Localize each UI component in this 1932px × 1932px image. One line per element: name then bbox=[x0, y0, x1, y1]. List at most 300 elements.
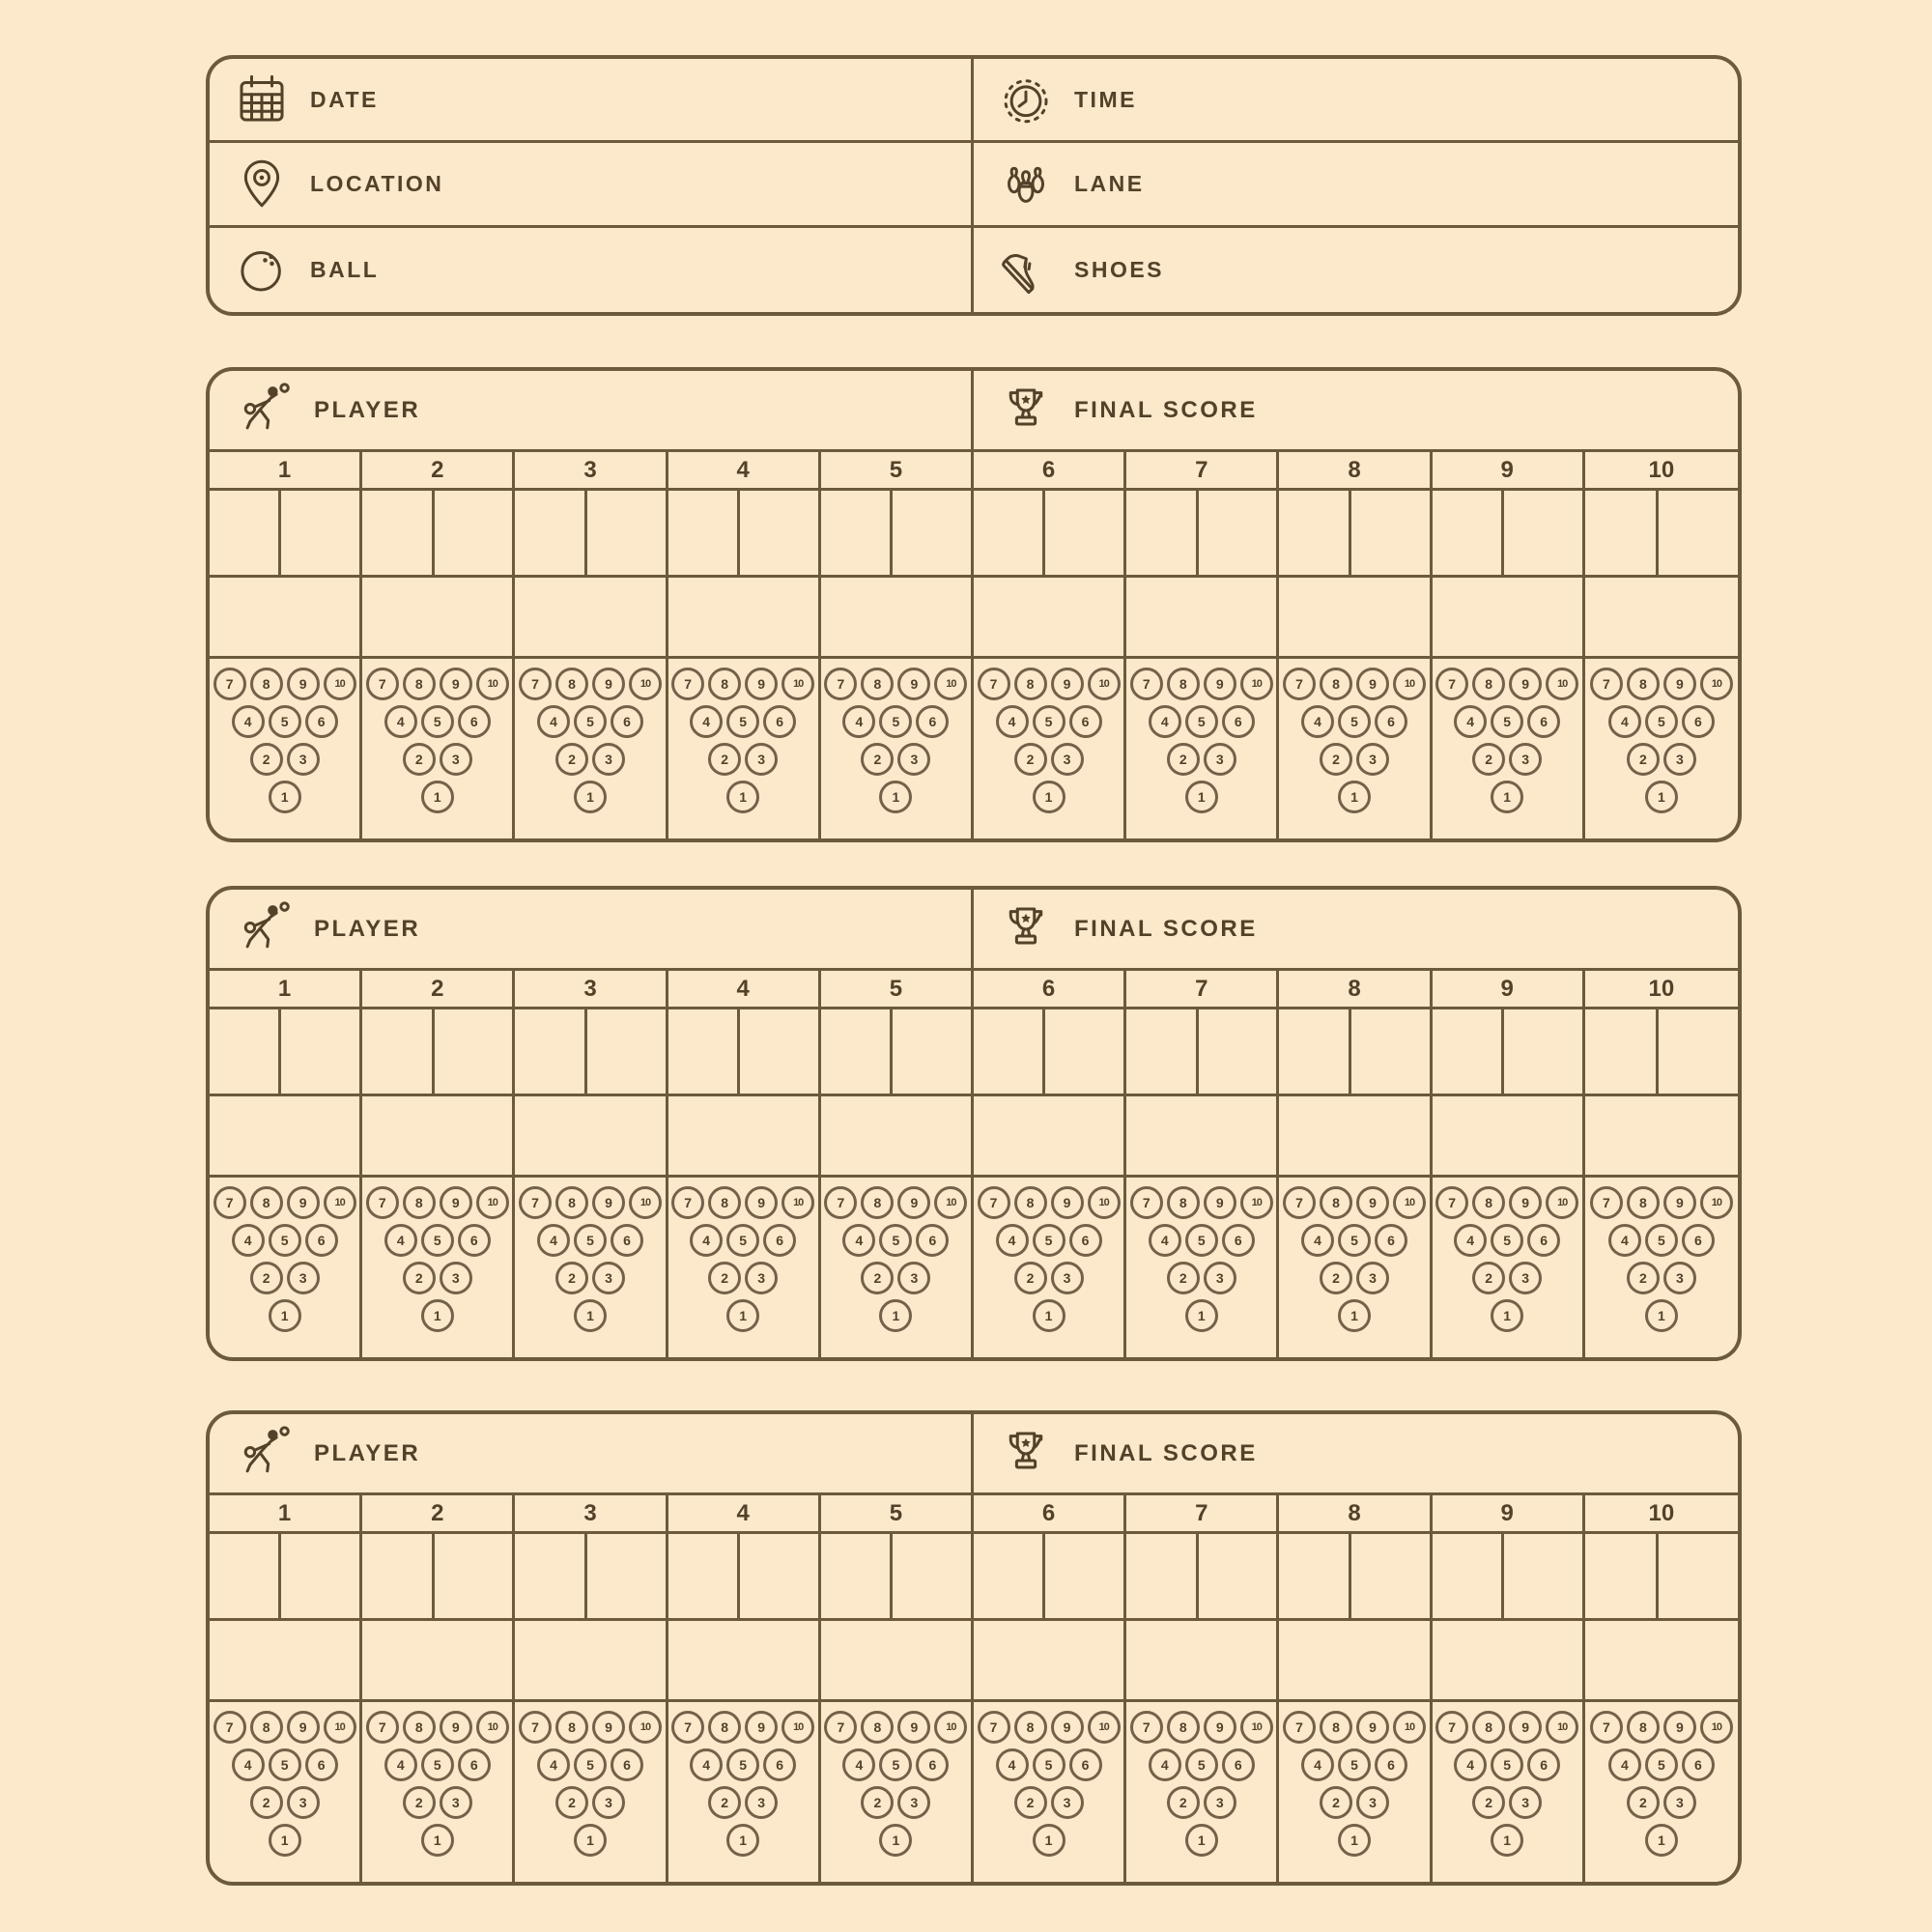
pin-9[interactable]: 9 bbox=[592, 668, 625, 700]
pin-7[interactable]: 7 bbox=[213, 1186, 246, 1219]
throw-box-2[interactable] bbox=[1351, 1009, 1430, 1094]
throw-box-2[interactable] bbox=[587, 1534, 666, 1618]
pin-7[interactable]: 7 bbox=[519, 1711, 552, 1744]
pin-3[interactable]: 3 bbox=[287, 1262, 320, 1294]
throw-box-1[interactable] bbox=[821, 491, 893, 575]
pin-6[interactable]: 6 bbox=[1682, 1748, 1715, 1781]
pin-4[interactable]: 4 bbox=[1608, 705, 1641, 738]
pin-1[interactable]: 1 bbox=[421, 781, 454, 813]
frame-score-box[interactable] bbox=[1126, 1096, 1276, 1178]
lane-value-area[interactable] bbox=[1166, 143, 1738, 224]
pin-7[interactable]: 7 bbox=[671, 1711, 704, 1744]
pin-5[interactable]: 5 bbox=[574, 705, 607, 738]
pin-6[interactable]: 6 bbox=[458, 705, 491, 738]
pin-1[interactable]: 1 bbox=[1645, 1824, 1678, 1857]
pin-10[interactable]: 10 bbox=[781, 1186, 814, 1219]
pin-9[interactable]: 9 bbox=[745, 1186, 778, 1219]
pin-5[interactable]: 5 bbox=[1033, 1224, 1065, 1257]
pin-2[interactable]: 2 bbox=[708, 743, 741, 776]
pin-3[interactable]: 3 bbox=[1204, 743, 1236, 776]
pin-6[interactable]: 6 bbox=[916, 705, 949, 738]
pin-2[interactable]: 2 bbox=[1320, 1262, 1352, 1294]
pin-3[interactable]: 3 bbox=[1663, 1786, 1696, 1819]
pin-3[interactable]: 3 bbox=[287, 1786, 320, 1819]
pin-7[interactable]: 7 bbox=[366, 1711, 399, 1744]
pin-5[interactable]: 5 bbox=[879, 1224, 912, 1257]
throw-box-2[interactable] bbox=[435, 1534, 513, 1618]
pin-8[interactable]: 8 bbox=[1167, 1711, 1200, 1744]
frame-score-box[interactable] bbox=[668, 1096, 818, 1178]
throw-box-1[interactable] bbox=[821, 1534, 893, 1618]
pin-10[interactable]: 10 bbox=[934, 1711, 967, 1744]
pin-7[interactable]: 7 bbox=[824, 1186, 857, 1219]
pin-5[interactable]: 5 bbox=[1338, 1748, 1371, 1781]
pin-4[interactable]: 4 bbox=[537, 705, 570, 738]
pin-8[interactable]: 8 bbox=[555, 668, 588, 700]
pin-8[interactable]: 8 bbox=[403, 668, 436, 700]
pin-3[interactable]: 3 bbox=[1204, 1786, 1236, 1819]
pin-10[interactable]: 10 bbox=[629, 668, 662, 700]
throw-box-1[interactable] bbox=[668, 1534, 740, 1618]
pin-5[interactable]: 5 bbox=[1645, 705, 1678, 738]
throw-box-2[interactable] bbox=[1045, 1534, 1123, 1618]
frame-score-box[interactable] bbox=[821, 1621, 971, 1702]
throw-box-2[interactable] bbox=[893, 1534, 971, 1618]
pin-4[interactable]: 4 bbox=[537, 1748, 570, 1781]
pin-7[interactable]: 7 bbox=[366, 668, 399, 700]
pin-6[interactable]: 6 bbox=[1222, 1748, 1255, 1781]
frame-score-box[interactable] bbox=[974, 1096, 1123, 1178]
pin-1[interactable]: 1 bbox=[1033, 781, 1065, 813]
pin-9[interactable]: 9 bbox=[897, 668, 930, 700]
pin-4[interactable]: 4 bbox=[232, 1224, 265, 1257]
pin-4[interactable]: 4 bbox=[1149, 1748, 1181, 1781]
throw-box-1[interactable] bbox=[1585, 1534, 1659, 1618]
pin-8[interactable]: 8 bbox=[403, 1711, 436, 1744]
pin-9[interactable]: 9 bbox=[1051, 1186, 1084, 1219]
pin-6[interactable]: 6 bbox=[916, 1748, 949, 1781]
pin-10[interactable]: 10 bbox=[1088, 668, 1121, 700]
pin-8[interactable]: 8 bbox=[1472, 668, 1505, 700]
pin-1[interactable]: 1 bbox=[269, 1299, 301, 1332]
pin-3[interactable]: 3 bbox=[745, 1786, 778, 1819]
pin-10[interactable]: 10 bbox=[476, 1186, 509, 1219]
pin-4[interactable]: 4 bbox=[1608, 1748, 1641, 1781]
shoes-value-area[interactable] bbox=[1185, 228, 1738, 312]
pin-5[interactable]: 5 bbox=[574, 1224, 607, 1257]
pin-9[interactable]: 9 bbox=[1509, 1186, 1542, 1219]
pin-3[interactable]: 3 bbox=[440, 1786, 472, 1819]
pin-4[interactable]: 4 bbox=[996, 1748, 1029, 1781]
pin-6[interactable]: 6 bbox=[763, 1748, 796, 1781]
pin-4[interactable]: 4 bbox=[232, 1748, 265, 1781]
pin-1[interactable]: 1 bbox=[1491, 1299, 1523, 1332]
pin-5[interactable]: 5 bbox=[1491, 1224, 1523, 1257]
pin-9[interactable]: 9 bbox=[440, 1186, 472, 1219]
pin-7[interactable]: 7 bbox=[824, 1711, 857, 1744]
pin-8[interactable]: 8 bbox=[708, 668, 741, 700]
pin-1[interactable]: 1 bbox=[726, 781, 759, 813]
pin-4[interactable]: 4 bbox=[1608, 1224, 1641, 1257]
pin-2[interactable]: 2 bbox=[1472, 1262, 1505, 1294]
frame-score-box[interactable] bbox=[1433, 578, 1582, 659]
pin-1[interactable]: 1 bbox=[1491, 1824, 1523, 1857]
frame-score-box[interactable] bbox=[362, 578, 512, 659]
pin-6[interactable]: 6 bbox=[1527, 1748, 1560, 1781]
pin-3[interactable]: 3 bbox=[745, 743, 778, 776]
final-score-input-area[interactable] bbox=[1279, 1414, 1738, 1492]
throw-box-1[interactable] bbox=[1279, 1534, 1350, 1618]
pin-4[interactable]: 4 bbox=[996, 705, 1029, 738]
player-name-input-area[interactable] bbox=[441, 371, 971, 449]
pin-8[interactable]: 8 bbox=[1627, 1186, 1660, 1219]
throw-box-2[interactable] bbox=[740, 1009, 818, 1094]
pin-2[interactable]: 2 bbox=[555, 743, 588, 776]
pin-8[interactable]: 8 bbox=[1472, 1711, 1505, 1744]
throw-box-1[interactable] bbox=[515, 1009, 586, 1094]
pin-7[interactable]: 7 bbox=[1130, 668, 1163, 700]
pin-6[interactable]: 6 bbox=[305, 705, 338, 738]
pin-6[interactable]: 6 bbox=[611, 1224, 643, 1257]
pin-10[interactable]: 10 bbox=[1393, 1186, 1426, 1219]
pin-4[interactable]: 4 bbox=[690, 1748, 723, 1781]
pin-7[interactable]: 7 bbox=[1590, 668, 1623, 700]
pin-9[interactable]: 9 bbox=[287, 668, 320, 700]
pin-3[interactable]: 3 bbox=[440, 1262, 472, 1294]
pin-5[interactable]: 5 bbox=[574, 1748, 607, 1781]
time-value-area[interactable] bbox=[1158, 59, 1738, 140]
pin-6[interactable]: 6 bbox=[1069, 1748, 1102, 1781]
pin-3[interactable]: 3 bbox=[1663, 743, 1696, 776]
pin-6[interactable]: 6 bbox=[305, 1224, 338, 1257]
pin-1[interactable]: 1 bbox=[1185, 1299, 1218, 1332]
pin-5[interactable]: 5 bbox=[1338, 705, 1371, 738]
pin-2[interactable]: 2 bbox=[250, 1262, 283, 1294]
throw-box-2[interactable] bbox=[1659, 491, 1738, 575]
pin-7[interactable]: 7 bbox=[824, 668, 857, 700]
pin-6[interactable]: 6 bbox=[763, 1224, 796, 1257]
pin-10[interactable]: 10 bbox=[781, 668, 814, 700]
pin-10[interactable]: 10 bbox=[1088, 1711, 1121, 1744]
pin-6[interactable]: 6 bbox=[1527, 705, 1560, 738]
pin-7[interactable]: 7 bbox=[1435, 1711, 1468, 1744]
frame-score-box[interactable] bbox=[1279, 1096, 1429, 1178]
frame-score-box[interactable] bbox=[974, 1621, 1123, 1702]
frame-score-box[interactable] bbox=[1433, 1096, 1582, 1178]
throw-box-2[interactable] bbox=[1504, 1009, 1582, 1094]
pin-4[interactable]: 4 bbox=[384, 1748, 417, 1781]
pin-9[interactable]: 9 bbox=[897, 1711, 930, 1744]
frame-score-box[interactable] bbox=[1433, 1621, 1582, 1702]
throw-box-2[interactable] bbox=[740, 1534, 818, 1618]
pin-4[interactable]: 4 bbox=[384, 1224, 417, 1257]
frame-score-box[interactable] bbox=[1585, 1096, 1738, 1178]
pin-2[interactable]: 2 bbox=[708, 1262, 741, 1294]
pin-10[interactable]: 10 bbox=[1700, 668, 1733, 700]
throw-box-1[interactable] bbox=[974, 1534, 1045, 1618]
pin-2[interactable]: 2 bbox=[403, 743, 436, 776]
pin-10[interactable]: 10 bbox=[1546, 1711, 1578, 1744]
throw-box-2[interactable] bbox=[1045, 491, 1123, 575]
pin-3[interactable]: 3 bbox=[592, 743, 625, 776]
frame-score-box[interactable] bbox=[1585, 1621, 1738, 1702]
pin-8[interactable]: 8 bbox=[861, 1711, 894, 1744]
pin-5[interactable]: 5 bbox=[1033, 705, 1065, 738]
pin-2[interactable]: 2 bbox=[1320, 1786, 1352, 1819]
pin-10[interactable]: 10 bbox=[1240, 1186, 1273, 1219]
pin-8[interactable]: 8 bbox=[708, 1186, 741, 1219]
pin-2[interactable]: 2 bbox=[1472, 743, 1505, 776]
pin-5[interactable]: 5 bbox=[1645, 1748, 1678, 1781]
pin-9[interactable]: 9 bbox=[287, 1711, 320, 1744]
pin-1[interactable]: 1 bbox=[1645, 1299, 1678, 1332]
pin-8[interactable]: 8 bbox=[403, 1186, 436, 1219]
frame-score-box[interactable] bbox=[1585, 578, 1738, 659]
pin-4[interactable]: 4 bbox=[1454, 1748, 1487, 1781]
pin-7[interactable]: 7 bbox=[1130, 1711, 1163, 1744]
throw-box-2[interactable] bbox=[281, 491, 359, 575]
pin-1[interactable]: 1 bbox=[574, 1824, 607, 1857]
frame-score-box[interactable] bbox=[362, 1096, 512, 1178]
location-value-area[interactable] bbox=[465, 143, 971, 224]
pin-10[interactable]: 10 bbox=[476, 1711, 509, 1744]
pin-2[interactable]: 2 bbox=[1320, 743, 1352, 776]
pin-3[interactable]: 3 bbox=[592, 1786, 625, 1819]
pin-3[interactable]: 3 bbox=[1663, 1262, 1696, 1294]
throw-box-2[interactable] bbox=[1659, 1534, 1738, 1618]
pin-8[interactable]: 8 bbox=[1472, 1186, 1505, 1219]
pin-9[interactable]: 9 bbox=[287, 1186, 320, 1219]
pin-5[interactable]: 5 bbox=[421, 1748, 454, 1781]
pin-10[interactable]: 10 bbox=[324, 668, 356, 700]
throw-box-2[interactable] bbox=[281, 1534, 359, 1618]
frame-score-box[interactable] bbox=[974, 578, 1123, 659]
pin-4[interactable]: 4 bbox=[690, 1224, 723, 1257]
pin-10[interactable]: 10 bbox=[1088, 1186, 1121, 1219]
pin-5[interactable]: 5 bbox=[269, 1224, 301, 1257]
pin-6[interactable]: 6 bbox=[1375, 1224, 1407, 1257]
pin-4[interactable]: 4 bbox=[1149, 1224, 1181, 1257]
frame-score-box[interactable] bbox=[515, 1096, 665, 1178]
pin-8[interactable]: 8 bbox=[1320, 1711, 1352, 1744]
pin-6[interactable]: 6 bbox=[1222, 1224, 1255, 1257]
pin-2[interactable]: 2 bbox=[250, 1786, 283, 1819]
throw-box-2[interactable] bbox=[1504, 1534, 1582, 1618]
pin-6[interactable]: 6 bbox=[1682, 705, 1715, 738]
pin-3[interactable]: 3 bbox=[1356, 1262, 1389, 1294]
pin-1[interactable]: 1 bbox=[879, 1824, 912, 1857]
pin-1[interactable]: 1 bbox=[1338, 781, 1371, 813]
pin-1[interactable]: 1 bbox=[421, 1824, 454, 1857]
throw-box-1[interactable] bbox=[362, 1534, 434, 1618]
pin-10[interactable]: 10 bbox=[324, 1186, 356, 1219]
frame-score-box[interactable] bbox=[515, 578, 665, 659]
pin-8[interactable]: 8 bbox=[1167, 668, 1200, 700]
pin-7[interactable]: 7 bbox=[978, 668, 1010, 700]
pin-9[interactable]: 9 bbox=[592, 1186, 625, 1219]
pin-8[interactable]: 8 bbox=[1627, 1711, 1660, 1744]
throw-box-1[interactable] bbox=[515, 491, 586, 575]
pin-4[interactable]: 4 bbox=[232, 705, 265, 738]
pin-8[interactable]: 8 bbox=[1627, 668, 1660, 700]
pin-2[interactable]: 2 bbox=[861, 743, 894, 776]
throw-box-1[interactable] bbox=[668, 1009, 740, 1094]
pin-4[interactable]: 4 bbox=[842, 1224, 875, 1257]
throw-box-1[interactable] bbox=[210, 491, 281, 575]
frame-score-box[interactable] bbox=[1279, 578, 1429, 659]
frame-score-box[interactable] bbox=[210, 1621, 359, 1702]
pin-8[interactable]: 8 bbox=[1167, 1186, 1200, 1219]
pin-5[interactable]: 5 bbox=[1491, 705, 1523, 738]
pin-2[interactable]: 2 bbox=[555, 1262, 588, 1294]
pin-7[interactable]: 7 bbox=[671, 668, 704, 700]
throw-box-2[interactable] bbox=[1351, 1534, 1430, 1618]
pin-9[interactable]: 9 bbox=[1663, 1186, 1696, 1219]
pin-2[interactable]: 2 bbox=[403, 1262, 436, 1294]
pin-1[interactable]: 1 bbox=[574, 781, 607, 813]
pin-10[interactable]: 10 bbox=[324, 1711, 356, 1744]
pin-10[interactable]: 10 bbox=[1393, 1711, 1426, 1744]
throw-box-1[interactable] bbox=[821, 1009, 893, 1094]
pin-4[interactable]: 4 bbox=[1301, 1224, 1334, 1257]
throw-box-2[interactable] bbox=[1199, 1534, 1277, 1618]
throw-box-2[interactable] bbox=[1199, 491, 1277, 575]
throw-box-1[interactable] bbox=[1585, 1009, 1659, 1094]
pin-1[interactable]: 1 bbox=[1338, 1299, 1371, 1332]
pin-2[interactable]: 2 bbox=[403, 1786, 436, 1819]
pin-4[interactable]: 4 bbox=[1454, 1224, 1487, 1257]
pin-4[interactable]: 4 bbox=[384, 705, 417, 738]
pin-6[interactable]: 6 bbox=[1682, 1224, 1715, 1257]
pin-5[interactable]: 5 bbox=[726, 1224, 759, 1257]
throw-box-2[interactable] bbox=[1045, 1009, 1123, 1094]
pin-1[interactable]: 1 bbox=[1185, 781, 1218, 813]
throw-box-1[interactable] bbox=[210, 1534, 281, 1618]
pin-10[interactable]: 10 bbox=[1393, 668, 1426, 700]
pin-9[interactable]: 9 bbox=[440, 1711, 472, 1744]
pin-7[interactable]: 7 bbox=[213, 1711, 246, 1744]
pin-4[interactable]: 4 bbox=[1149, 705, 1181, 738]
pin-3[interactable]: 3 bbox=[1509, 1786, 1542, 1819]
pin-7[interactable]: 7 bbox=[1130, 1186, 1163, 1219]
frame-score-box[interactable] bbox=[1126, 578, 1276, 659]
pin-9[interactable]: 9 bbox=[1356, 1186, 1389, 1219]
pin-3[interactable]: 3 bbox=[1051, 743, 1084, 776]
pin-4[interactable]: 4 bbox=[690, 705, 723, 738]
pin-4[interactable]: 4 bbox=[1301, 705, 1334, 738]
pin-7[interactable]: 7 bbox=[366, 1186, 399, 1219]
pin-6[interactable]: 6 bbox=[458, 1224, 491, 1257]
throw-box-1[interactable] bbox=[210, 1009, 281, 1094]
throw-box-1[interactable] bbox=[362, 1009, 434, 1094]
pin-6[interactable]: 6 bbox=[1375, 705, 1407, 738]
pin-2[interactable]: 2 bbox=[861, 1786, 894, 1819]
pin-2[interactable]: 2 bbox=[250, 743, 283, 776]
pin-5[interactable]: 5 bbox=[726, 705, 759, 738]
throw-box-1[interactable] bbox=[974, 491, 1045, 575]
pin-6[interactable]: 6 bbox=[1375, 1748, 1407, 1781]
pin-9[interactable]: 9 bbox=[1204, 1186, 1236, 1219]
pin-4[interactable]: 4 bbox=[842, 705, 875, 738]
pin-1[interactable]: 1 bbox=[269, 781, 301, 813]
throw-box-2[interactable] bbox=[1351, 491, 1430, 575]
pin-1[interactable]: 1 bbox=[269, 1824, 301, 1857]
frame-score-box[interactable] bbox=[668, 578, 818, 659]
pin-5[interactable]: 5 bbox=[1185, 705, 1218, 738]
throw-box-2[interactable] bbox=[435, 491, 513, 575]
pin-10[interactable]: 10 bbox=[629, 1711, 662, 1744]
frame-score-box[interactable] bbox=[821, 578, 971, 659]
pin-7[interactable]: 7 bbox=[1283, 668, 1316, 700]
pin-9[interactable]: 9 bbox=[440, 668, 472, 700]
pin-9[interactable]: 9 bbox=[1663, 668, 1696, 700]
frame-score-box[interactable] bbox=[821, 1096, 971, 1178]
throw-box-2[interactable] bbox=[893, 491, 971, 575]
pin-9[interactable]: 9 bbox=[745, 668, 778, 700]
pin-5[interactable]: 5 bbox=[1185, 1224, 1218, 1257]
pin-2[interactable]: 2 bbox=[1167, 743, 1200, 776]
pin-3[interactable]: 3 bbox=[287, 743, 320, 776]
pin-1[interactable]: 1 bbox=[1033, 1299, 1065, 1332]
pin-10[interactable]: 10 bbox=[476, 668, 509, 700]
pin-2[interactable]: 2 bbox=[555, 1786, 588, 1819]
player-name-input-area[interactable] bbox=[441, 890, 971, 968]
pin-9[interactable]: 9 bbox=[1509, 1711, 1542, 1744]
pin-8[interactable]: 8 bbox=[861, 1186, 894, 1219]
frame-score-box[interactable] bbox=[515, 1621, 665, 1702]
pin-8[interactable]: 8 bbox=[250, 668, 283, 700]
pin-7[interactable]: 7 bbox=[671, 1186, 704, 1219]
throw-box-1[interactable] bbox=[362, 491, 434, 575]
pin-7[interactable]: 7 bbox=[1435, 668, 1468, 700]
pin-6[interactable]: 6 bbox=[1069, 705, 1102, 738]
throw-box-2[interactable] bbox=[1659, 1009, 1738, 1094]
throw-box-2[interactable] bbox=[1199, 1009, 1277, 1094]
pin-7[interactable]: 7 bbox=[519, 668, 552, 700]
throw-box-2[interactable] bbox=[740, 491, 818, 575]
pin-8[interactable]: 8 bbox=[708, 1711, 741, 1744]
pin-7[interactable]: 7 bbox=[1590, 1711, 1623, 1744]
pin-2[interactable]: 2 bbox=[1167, 1786, 1200, 1819]
pin-9[interactable]: 9 bbox=[897, 1186, 930, 1219]
throw-box-1[interactable] bbox=[515, 1534, 586, 1618]
pin-4[interactable]: 4 bbox=[1454, 705, 1487, 738]
pin-3[interactable]: 3 bbox=[592, 1262, 625, 1294]
frame-score-box[interactable] bbox=[362, 1621, 512, 1702]
pin-1[interactable]: 1 bbox=[1491, 781, 1523, 813]
pin-4[interactable]: 4 bbox=[996, 1224, 1029, 1257]
pin-1[interactable]: 1 bbox=[1338, 1824, 1371, 1857]
pin-8[interactable]: 8 bbox=[1320, 668, 1352, 700]
pin-4[interactable]: 4 bbox=[1301, 1748, 1334, 1781]
pin-4[interactable]: 4 bbox=[842, 1748, 875, 1781]
throw-box-1[interactable] bbox=[1433, 491, 1504, 575]
pin-7[interactable]: 7 bbox=[1283, 1186, 1316, 1219]
frame-score-box[interactable] bbox=[210, 1096, 359, 1178]
pin-3[interactable]: 3 bbox=[1051, 1786, 1084, 1819]
throw-box-1[interactable] bbox=[1279, 491, 1350, 575]
pin-10[interactable]: 10 bbox=[629, 1186, 662, 1219]
pin-5[interactable]: 5 bbox=[421, 705, 454, 738]
pin-7[interactable]: 7 bbox=[978, 1711, 1010, 1744]
pin-5[interactable]: 5 bbox=[879, 705, 912, 738]
pin-1[interactable]: 1 bbox=[726, 1824, 759, 1857]
pin-8[interactable]: 8 bbox=[250, 1186, 283, 1219]
pin-9[interactable]: 9 bbox=[1356, 668, 1389, 700]
pin-10[interactable]: 10 bbox=[1240, 668, 1273, 700]
pin-2[interactable]: 2 bbox=[1014, 1262, 1047, 1294]
pin-7[interactable]: 7 bbox=[519, 1186, 552, 1219]
